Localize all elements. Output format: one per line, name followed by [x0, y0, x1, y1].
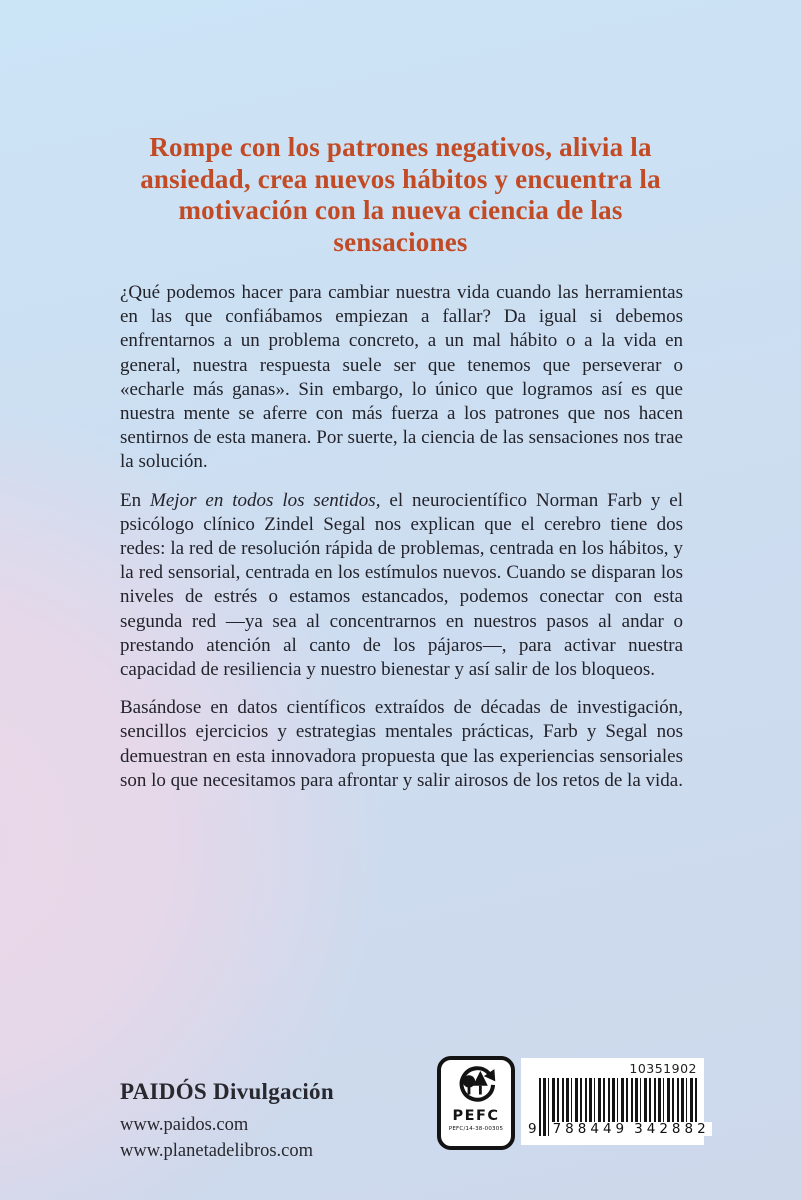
pefc-recycling-trees-icon — [454, 1063, 498, 1110]
ean-prefix-digit: 9 — [528, 1121, 537, 1137]
publisher-block — [120, 1079, 334, 1164]
pefc-label: PEFC — [452, 1108, 500, 1124]
paragraph-2-prefix: En — [120, 489, 151, 511]
body-copy — [120, 281, 683, 807]
paragraph-2 — [120, 489, 683, 683]
publisher-imprint: PAIDÓS Divulgación — [120, 1079, 334, 1104]
paragraph-1: ¿Qué podemos hacer para cambiar nuestra vida cuando las herramientas en las que confiábamos empiezan a fallar? Da igual si debemos enfrentarnos a un problema concreto, a un mal hábito o a la vida en general, nuestra respuesta suele ser que tenemos que perseverar o «echarle más ganas». Sin embargo, lo único que logramos así es que nuestra mente se aferre con más fuerza a los patrones que nos hacen sentirnos de esta manera. Por suerte, la ciencia de las sensaciones nos trae la solución. — [120, 282, 683, 473]
publisher-url-paidos: www.paidos.com — [120, 1115, 249, 1135]
pefc-certification-badge — [437, 1056, 515, 1150]
barcode-product-code: 10351902 — [629, 1061, 697, 1076]
barcode-bars — [539, 1078, 710, 1137]
ean-group-1: 788449 — [549, 1122, 631, 1136]
ean-digit-groups — [543, 1121, 710, 1137]
publisher-url-planetadelibros: www.planetadelibros.com — [120, 1141, 313, 1161]
barcode-panel — [521, 1058, 710, 1145]
paragraph-2-rest: el neurocientífico Norman Farb y el psicólogo clínico Zindel Segal nos explican que el cerebro tiene dos redes: la red de resolución rápida de problemas, centrada en los hábitos, y la red sensorial, centrada en los estímulos nuevos. Cuando se disparan los niveles de estrés o estamos estancados, podemos conectar con esta segunda red —ya sea al concentrarnos en nuestros pasos al andar o prestando atención al canto de los pájaros—, para activar nuestra capacidad de resiliencia y nuestro bienestar y así salir de los bloqueos. — [120, 489, 684, 681]
pefc-cert-code: PEFC/14-38-00305 — [448, 1126, 504, 1132]
headline: Rompe con los patrones negativos, alivia la ansiedad, crea nuevos hábitos y encuentra la motivación con la nueva ciencia de las sensaciones — [140, 132, 661, 257]
paragraph-3: Basándose en datos científicos extraídos de décadas de investigación, sencillos ejercicios y estrategias mentales prácticas, Farb y Segal nos demuestran en esta innovadora propuesta que las experiencias sensoriales son lo que necesitamos para afrontar y salir airosos de los retos de la vida. — [120, 697, 683, 791]
ean-group-2: 342882 — [630, 1122, 712, 1136]
ean13-barcode — [528, 1078, 710, 1137]
book-title-italic: Mejor en todos los sentidos, — [150, 489, 381, 511]
